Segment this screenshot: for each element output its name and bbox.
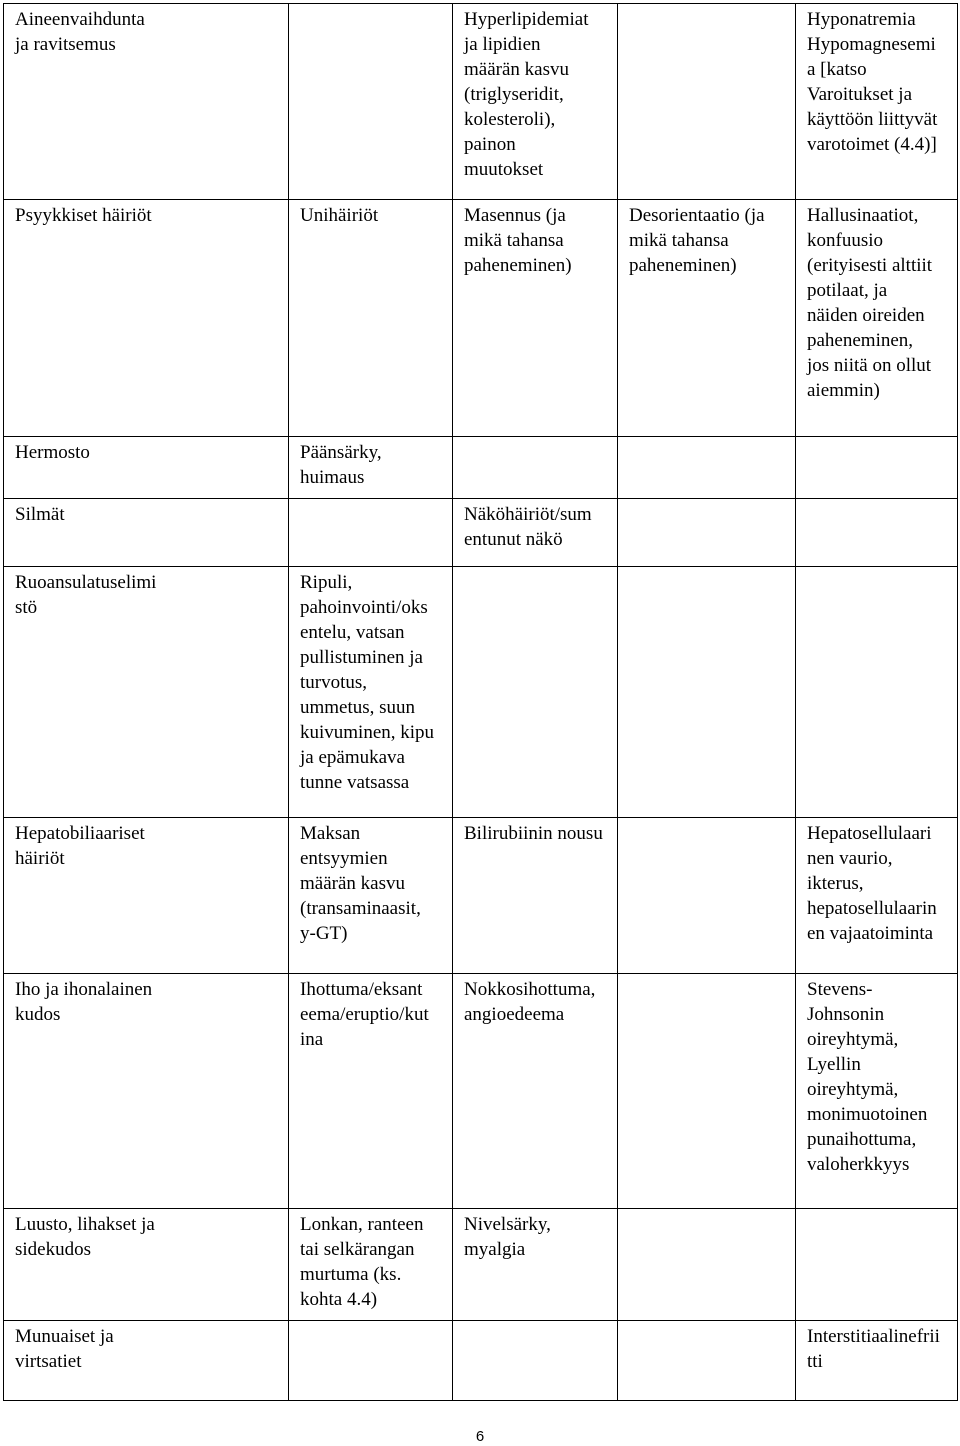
frequency-cell-3: [618, 1321, 796, 1401]
table-row: [4, 499, 958, 567]
frequency-cell-1: Päänsärky, huimaus: [289, 437, 453, 499]
table-row: [4, 974, 958, 1209]
frequency-cell-2: Bilirubiinin nousu: [453, 818, 618, 974]
frequency-cell-4: [796, 437, 958, 499]
table-body: [4, 4, 958, 1401]
frequency-cell-4: Hallusinaatiot, konfuusio (erityisesti alttiit potilaat, ja näiden oireiden paheneminen, jos niitä on ollut aiemmin): [796, 200, 958, 437]
table-row: [4, 567, 958, 818]
frequency-cell-3: [618, 437, 796, 499]
frequency-cell-1: Ripuli, pahoinvointi/oks entelu, vatsan pullistuminen ja turvotus, ummetus, suun kuivuminen, kipu ja epämukava tunne vatsassa: [289, 567, 453, 818]
frequency-cell-2: [453, 437, 618, 499]
frequency-cell-4: [796, 1209, 958, 1321]
frequency-cell-2: Näköhäiriöt/sum entunut näkö: [453, 499, 618, 567]
frequency-cell-2: [453, 567, 618, 818]
frequency-cell-1: [289, 1321, 453, 1401]
frequency-cell-1: [289, 499, 453, 567]
table-row: [4, 1209, 958, 1321]
frequency-cell-4: Hyponatremia Hypomagnesemi a [katso Varoitukset ja käyttöön liittyvät varotoimet (4.4)]: [796, 4, 958, 200]
organ-class-cell: Hermosto: [4, 437, 289, 499]
frequency-cell-4: Hepatosellulaari nen vaurio, ikterus, hepatosellulaarin en vajaatoiminta: [796, 818, 958, 974]
frequency-cell-3: Desorientaatio (ja mikä tahansa paheneminen): [618, 200, 796, 437]
frequency-cell-4: Interstitiaalinefrii tti: [796, 1321, 958, 1401]
frequency-cell-1: Unihäiriöt: [289, 200, 453, 437]
organ-class-cell: Psyykkiset häiriöt: [4, 200, 289, 437]
frequency-cell-1: [289, 4, 453, 200]
frequency-cell-2: Nokkosihottuma, angioedeema: [453, 974, 618, 1209]
organ-class-cell: Iho ja ihonalainen kudos: [4, 974, 289, 1209]
frequency-cell-3: [618, 974, 796, 1209]
frequency-cell-3: [618, 1209, 796, 1321]
frequency-cell-2: Hyperlipidemiat ja lipidien määrän kasvu (triglyseridit, kolesteroli), painon muutokset: [453, 4, 618, 200]
organ-class-cell: Hepatobiliaariset häiriöt: [4, 818, 289, 974]
organ-class-cell: Silmät: [4, 499, 289, 567]
table-row: [4, 818, 958, 974]
organ-class-cell: Luusto, lihakset ja sidekudos: [4, 1209, 289, 1321]
frequency-cell-2: [453, 1321, 618, 1401]
frequency-cell-3: [618, 499, 796, 567]
table-row: [4, 437, 958, 499]
frequency-cell-1: Lonkan, ranteen tai selkärangan murtuma (ks. kohta 4.4): [289, 1209, 453, 1321]
organ-class-cell: Aineenvaihdunta ja ravitsemus: [4, 4, 289, 200]
frequency-cell-3: [618, 818, 796, 974]
adverse-reactions-table: [3, 3, 958, 1401]
table-row: [4, 200, 958, 437]
frequency-cell-3: [618, 4, 796, 200]
organ-class-cell: Ruoansulatuselimi stö: [4, 567, 289, 818]
frequency-cell-4: [796, 499, 958, 567]
table-row: [4, 4, 958, 200]
frequency-cell-2: Nivelsärky, myalgia: [453, 1209, 618, 1321]
frequency-cell-1: Maksan entsyymien määrän kasvu (transaminaasit, y-GT): [289, 818, 453, 974]
frequency-cell-4: Stevens- Johnsonin oireyhtymä, Lyellin oireyhtymä, monimuotoinen punaihottuma, valoherkkyys: [796, 974, 958, 1209]
frequency-cell-4: [796, 567, 958, 818]
organ-class-cell: Munuaiset ja virtsatiet: [4, 1321, 289, 1401]
table-row: [4, 1321, 958, 1401]
page-number: 6: [475, 1428, 485, 1445]
frequency-cell-3: [618, 567, 796, 818]
frequency-cell-1: Ihottuma/eksant eema/eruptio/kut ina: [289, 974, 453, 1209]
frequency-cell-2: Masennus (ja mikä tahansa paheneminen): [453, 200, 618, 437]
